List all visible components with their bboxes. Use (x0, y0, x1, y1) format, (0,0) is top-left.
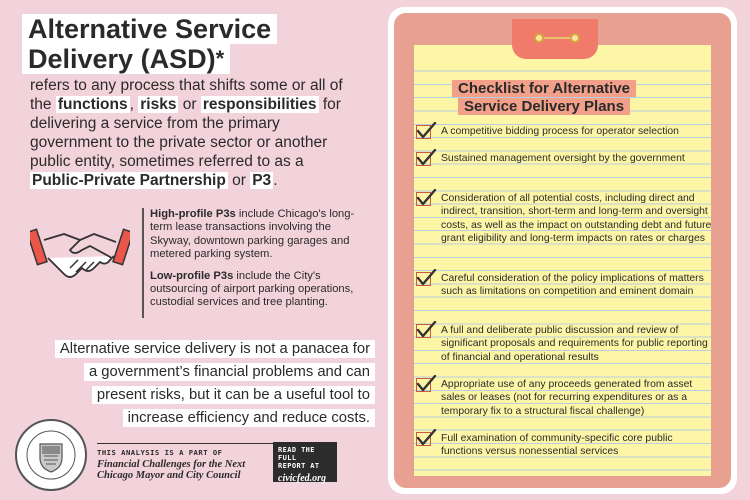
checklist-item (414, 272, 714, 299)
asd-definition (30, 76, 360, 190)
low-profile-p3s (150, 270, 374, 310)
high-profile-text: include Chicago's long-term lease transactions involving the Skyway, downtown parking garages and metered parking system. (150, 208, 355, 261)
checkmark-icon (414, 189, 436, 207)
checklist-title-line-2: Service Delivery Plans (458, 98, 630, 115)
def-or: or (178, 96, 201, 113)
footer-series-title (97, 459, 273, 481)
low-profile-label: Low-profile P3s (150, 269, 234, 282)
checklist-item-text: Consideration of all potential costs, including direct and indirect, transition, short-term and long-term and oversight costs, as well as the impact on outstanding debt and future grant eligibility and long-term impacts on rates or charges (441, 193, 712, 244)
report-site[interactable]: civicfed.org (278, 473, 327, 484)
checklist-item (414, 324, 714, 364)
quote-line-4: increase efficiency and reduce costs. (123, 409, 375, 427)
checkmark-icon (414, 122, 436, 140)
checklist-item (414, 152, 714, 165)
checklist-item-text: Careful consideration of the policy implications of matters such as limitations on competition and eminent domain (441, 273, 704, 298)
footer-analysis-label: THIS ANALYSIS IS A PART OF (97, 443, 273, 457)
def-comma: , (129, 96, 139, 113)
checklist-item-text: A full and deliberate public discussion and review of significant proposals and requirements for public reporting of financial and operational results (441, 325, 708, 363)
series-title-line-1: Financial Challenges for the Next (97, 459, 246, 470)
def-highlight-functions: functions (57, 96, 128, 113)
quote-line-1: Alternative service delivery is not a panacea for (55, 340, 375, 358)
def-text-1: refers to any process that shifts some or all of the (30, 77, 343, 113)
quote-line-3: present risks, but it can be a useful tool to (92, 386, 375, 404)
checklist-title-line-1: Checklist for Alternative (452, 80, 636, 97)
checklist-item-text: Appropriate use of any proceeds generated from asset sales or leases (not for recurring expenditures or as a temporary fix to a structural fiscal challenge) (441, 379, 693, 417)
def-period: . (273, 172, 278, 189)
checklist-item (414, 192, 714, 245)
checklist-title (446, 80, 642, 116)
def-or-2: or (227, 172, 251, 189)
handshake-icon (30, 220, 130, 290)
checklist-item-text: Full examination of community-specific core public functions versus nonessential services (441, 433, 673, 458)
high-profile-p3s (150, 208, 374, 262)
p3-examples (142, 208, 374, 318)
read-full-label-2: REPORT AT (278, 462, 320, 470)
checklist-item-text: A competitive bidding process for operator selection (441, 126, 679, 137)
def-text-2: for delivering a service from the primary government to the private sector or another public entity, sometimes referred to as a (30, 96, 341, 170)
clipboard-clip-icon (512, 19, 598, 59)
read-full-report-link[interactable] (273, 442, 337, 482)
checkmark-icon (414, 429, 436, 447)
checkmark-icon (414, 149, 436, 167)
read-full-label-1: READ THE FULL (278, 446, 315, 462)
checklist-item-text: Sustained management oversight by the government (441, 153, 685, 164)
checklist-item (414, 125, 714, 138)
def-highlight-risks: risks (140, 96, 177, 113)
civic-federation-seal (14, 418, 88, 492)
checklist-item (414, 378, 714, 418)
checkmark-icon (414, 321, 436, 339)
def-highlight-responsibilities: responsibilities (202, 96, 317, 113)
title-line-2: Delivery (ASD)* (22, 44, 230, 74)
def-highlight-ppp: Public-Private Partnership (32, 172, 226, 189)
page-title (22, 14, 362, 74)
checkmark-icon (414, 375, 436, 393)
title-asterisk: * (215, 46, 225, 71)
asd-quote (40, 338, 375, 430)
checklist-item (414, 432, 714, 459)
title-line-1: Alternative Service (22, 14, 277, 44)
high-profile-label: High-profile P3s (150, 208, 236, 220)
series-title-line-2: Chicago Mayor and City Council (97, 470, 241, 481)
quote-line-2: a government’s financial problems and can (84, 363, 375, 381)
low-profile-text: include the City's outsourcing of airport parking operations, custodial services and tree planting. (150, 269, 354, 309)
def-highlight-p3: P3 (252, 172, 272, 189)
footer-series (97, 443, 273, 481)
checkmark-icon (414, 269, 436, 287)
